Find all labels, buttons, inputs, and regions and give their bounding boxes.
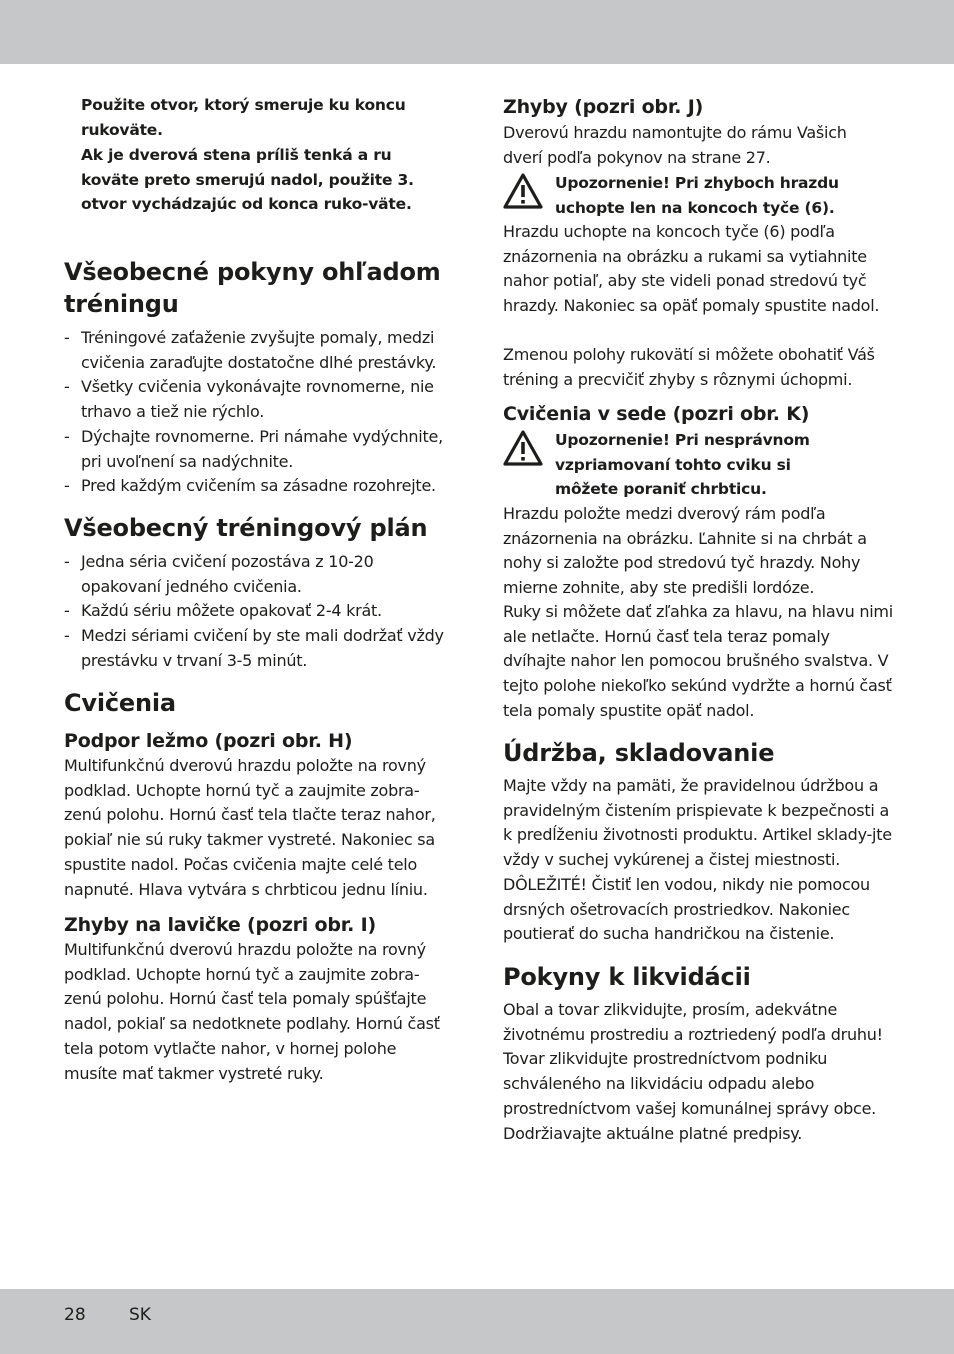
subsection-text-j: Dverovú hrazdu namontujte do rámu Vašich dverí podľa pokynov na strane 27.: [503, 123, 847, 167]
top-bar: [0, 0, 954, 64]
warning-text-j: Upozornenie! Pri zhyboch hrazdu uchopte len na koncoch tyče (6).: [555, 174, 839, 217]
list-item: - Medzi sériami cvičení by ste mali dodržať vždy prestávku v trvaní 3-5 minút.: [64, 624, 454, 673]
disposal-text: Obal a tovar zlikvidujte, prosím, adekvátne životnému prostrediu a roztriedený podľa druhu! Tovar zlikvidujte prostredníctvom podniku schváleného na likvidáciu odpadu alebo prostredníctvom vašej komunálnej správy obce. Dodržiavajte aktuálne platné predpisy.: [503, 1000, 883, 1143]
subsection-text-k-2: Ruky si môžete dať zľahka za hlavu, na hlavu nimi ale netlačte. Hornú časť tela teraz pomaly dvíhajte nahor len pomocou brušného svalstva. V tejto polohe niekoľko sekúnd vydržte a hornú časť tela pomaly spustite opäť nadol.: [503, 602, 893, 720]
intro-bold-2: Ak je dverová stena príliš tenká a ru koväte preto smerujú nadol, použite 3. otvor vychádzajúc od konca ruko-väte.: [81, 146, 414, 214]
section-title-disposal: Pokyny k likvidácii: [503, 963, 751, 991]
subsection-text-j-3: Zmenou polohy rukovätí si môžete obohatiť Váš tréning a precvičiť zhyby s rôznymi úchopmi.: [503, 345, 875, 389]
subsection-text-i: Multifunkčnú dverovú hrazdu položte na rovný podklad. Uchopte hornú tyč a zaujmite zobra-zenú polohu. Hornú časť tela pomaly spúšťajte nadol, pokiaľ sa nedotknete podlahy. Hornú časť tela potom vytlačte nahor, v hornej polohe musíte mať takmer vystreté ruky.: [64, 940, 440, 1083]
subsection-text-h: Multifunkčnú dverovú hrazdu položte na rovný podklad. Uchopte hornú tyč a zaujmite zobra-zenú polohu. Hornú časť tela tlačte teraz nahor, pokiaľ nie sú ruky takmer vystreté. Nakoniec sa spustite nadol. Počas cvičenia majte celé telo napnuté. Hlava vytvára s chrbticou jednu líniu.: [64, 756, 436, 899]
warning-triangle-icon: [503, 430, 543, 466]
list-item: - Každú sériu môžete opakovať 2-4 krát.: [64, 599, 454, 624]
list-item: - Všetky cvičenia vykonávajte rovnomerne, nie trhavo a tiež nie rýchlo.: [64, 375, 454, 424]
training-plan-list: [64, 550, 454, 674]
maintenance-text: Majte vždy na pamäti, že pravidelnou údržbou a pravidelným čistením prispievate k bezpečnosti a k predĺženiu životnosti produktu. Artikel sklady-jte vždy v suchej vykúrenej a čistej miestnosti. DÔLEŽITÉ! Čistiť len vodou, nikdy nie pomocou drsných ošetrovacích prostriedkov. Nakoniec poutierať do sucha handričkou na čistenie.: [503, 776, 892, 944]
subsection-title-i: Zhyby na lavičke (pozri obr. I): [64, 914, 376, 936]
subsection-text-k: Hrazdu položte medzi dverový rám podľa znázornenia na obrázku. Ľahnite si na chrbát a nohy si založte pod stredovú tyč hrazdy. Nohy mierne zohnite, aby ste predišli lordóze.: [503, 504, 867, 598]
subsection-text-j-2: Hrazdu uchopte na koncoch tyče (6) podľa znázornenia na obrázku a rukami sa vytiahnite nahor potiaľ, aby ste videli ponad stredovú tyč hrazdy. Nakoniec sa opäť pomaly spustite nadol.: [503, 222, 880, 316]
warning-block-k: [503, 428, 895, 502]
list-item: - Jedna séria cvičení pozostáva z 10-20 opakovaní jedného cvičenia.: [64, 550, 454, 599]
warning-triangle-icon: [503, 173, 543, 209]
warning-text-k: Upozornenie! Pri nesprávnom vzpriamovaní tohto cviku si môžete poraniť chrbticu.: [555, 431, 810, 499]
general-guidelines-list: [64, 326, 454, 499]
list-item: - Tréningové zaťaženie zvyšujte pomaly, medzi cvičenia zaraďujte dostatočne dlhé prestávky.: [64, 326, 454, 375]
page-number: 28: [64, 1305, 86, 1325]
section-title-maintenance: Údržba, skladovanie: [503, 739, 775, 767]
section-title-training-plan: Všeobecný tréningový plán: [64, 514, 428, 542]
language-code: SK: [129, 1305, 151, 1325]
subsection-title-j: Zhyby (pozri obr. J): [503, 96, 704, 118]
warning-block-j: [503, 171, 895, 220]
list-item: - Dýchajte rovnomerne. Pri námahe vydýchnite, pri uvoľnení sa nadýchnite.: [64, 425, 454, 474]
list-item: - Pred každým cvičením sa zásadne rozohrejte.: [64, 474, 454, 499]
subsection-title-h: Podpor ležmo (pozri obr. H): [64, 730, 353, 752]
section-title-general-guidelines: Všeobecné pokyny ohľadom tréningu: [64, 258, 441, 318]
subsection-title-k: Cvičenia v sede (pozri obr. K): [503, 403, 810, 425]
section-title-exercises: Cvičenia: [64, 689, 176, 717]
intro-bold-1: Použite otvor, ktorý smeruje ku koncu rukoväte.: [81, 96, 406, 139]
